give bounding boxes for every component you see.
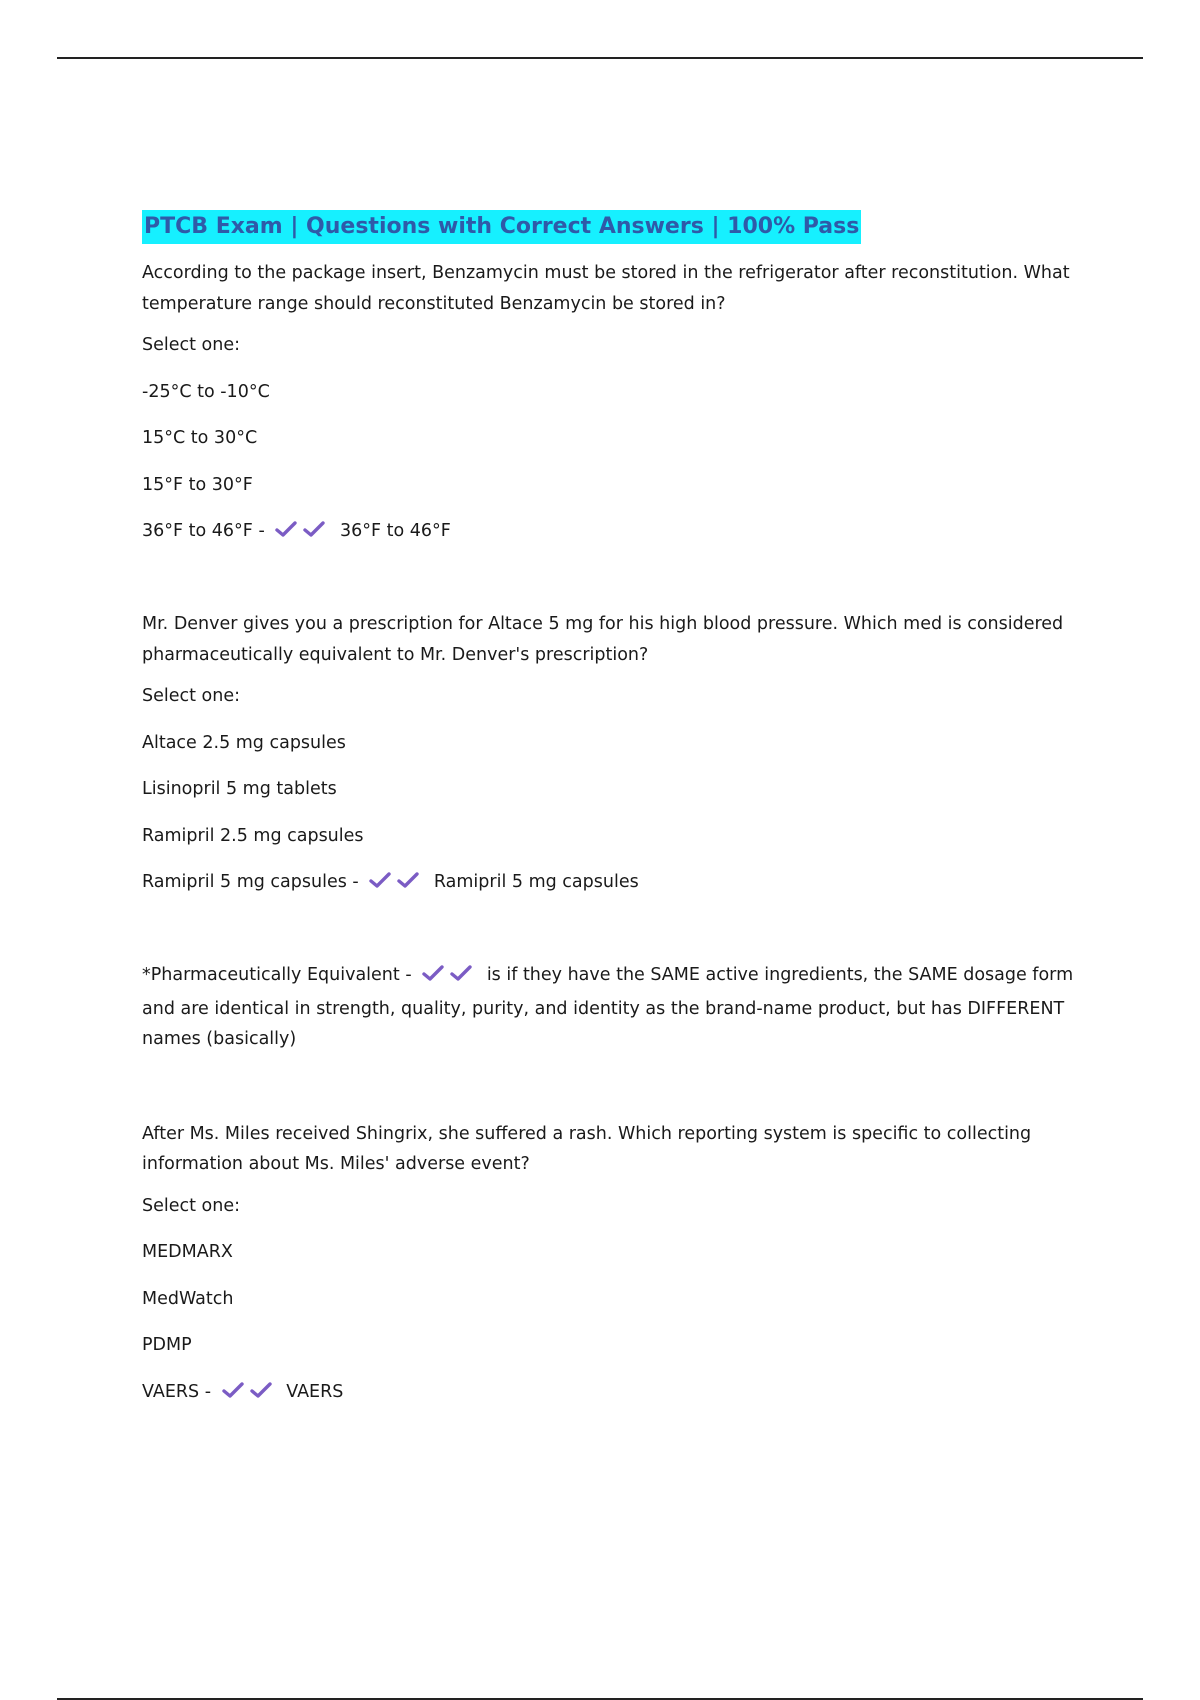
question-text: After Ms. Miles received Shingrix, she suffered a rash. Which reporting system is specific to collecting information about Ms. Miles' adverse event?	[142, 1123, 1032, 1174]
correct-answer: Ramipril 5 mg capsules	[433, 872, 639, 892]
option-item: -25°C to -10°C	[142, 381, 270, 402]
answer-line	[142, 518, 1082, 547]
question-block-2	[142, 609, 1082, 898]
option-item: Ramipril 2.5 mg capsules	[142, 825, 364, 846]
answer-separator: -	[204, 1381, 212, 1402]
checkmark-icon	[368, 870, 392, 890]
checkmark-icon	[421, 963, 445, 983]
option-item: Altace 2.5 mg capsules	[142, 732, 346, 753]
double-checkmark-icon	[274, 519, 330, 547]
option-item: 15°C to 30°C	[142, 428, 258, 448]
option-item: PDMP	[142, 1335, 192, 1355]
checkmark-icon	[249, 1380, 273, 1400]
header-rule	[57, 57, 1143, 59]
answer-option: 36°F to 46°F	[142, 521, 253, 541]
answer-option: VAERS	[142, 1381, 200, 1402]
definition-note	[142, 960, 1082, 1055]
option-item: MEDMARX	[142, 1242, 233, 1262]
document-title: PTCB Exam | Questions with Correct Answers | 100% Pass	[142, 210, 861, 244]
option-item: Lisinopril 5 mg tablets	[142, 779, 337, 799]
checkmark-icon	[449, 963, 473, 983]
question-block-1	[142, 258, 1082, 547]
checkmark-icon	[302, 519, 326, 539]
document-body	[142, 210, 1082, 1408]
double-checkmark-icon	[421, 963, 477, 994]
note-text	[142, 960, 1082, 1055]
option-item: 15°F to 30°F	[142, 474, 253, 495]
answer-option: Ramipril 5 mg capsules	[142, 872, 347, 892]
double-checkmark-icon	[221, 1380, 277, 1408]
correct-answer: 36°F to 46°F	[339, 521, 451, 541]
checkmark-icon	[396, 870, 420, 890]
answer-line	[142, 869, 1082, 898]
question-block-3	[142, 1119, 1082, 1408]
select-one-label: Select one:	[142, 335, 241, 355]
note-definition: is if they have the SAME active ingredients, the SAME dosage form and are identical in strength, quality, purity, and identity as the brand-name product, but has DIFFERENT names (basically)	[142, 965, 1074, 1049]
correct-answer: VAERS	[286, 1381, 344, 1402]
checkmark-icon	[221, 1380, 245, 1400]
checkmark-icon	[274, 519, 298, 539]
select-one-label: Select one:	[142, 686, 241, 706]
note-separator: -	[405, 965, 412, 985]
answer-separator: -	[352, 872, 359, 892]
select-one-label: Select one:	[142, 1195, 241, 1216]
double-checkmark-icon	[368, 870, 424, 898]
answer-line	[142, 1379, 1082, 1408]
question-text: According to the package insert, Benzamycin must be stored in the refrigerator after reconstitution. What temperature range should reconstituted Benzamycin be stored in?	[142, 263, 1070, 314]
note-term: *Pharmaceutically Equivalent	[142, 965, 400, 985]
question-text: Mr. Denver gives you a prescription for Altace 5 mg for his high blood pressure. Which med is considered pharmaceutically equivalent to Mr. Denver's prescription?	[142, 614, 1064, 665]
option-item: MedWatch	[142, 1288, 234, 1309]
answer-separator: -	[258, 521, 265, 541]
